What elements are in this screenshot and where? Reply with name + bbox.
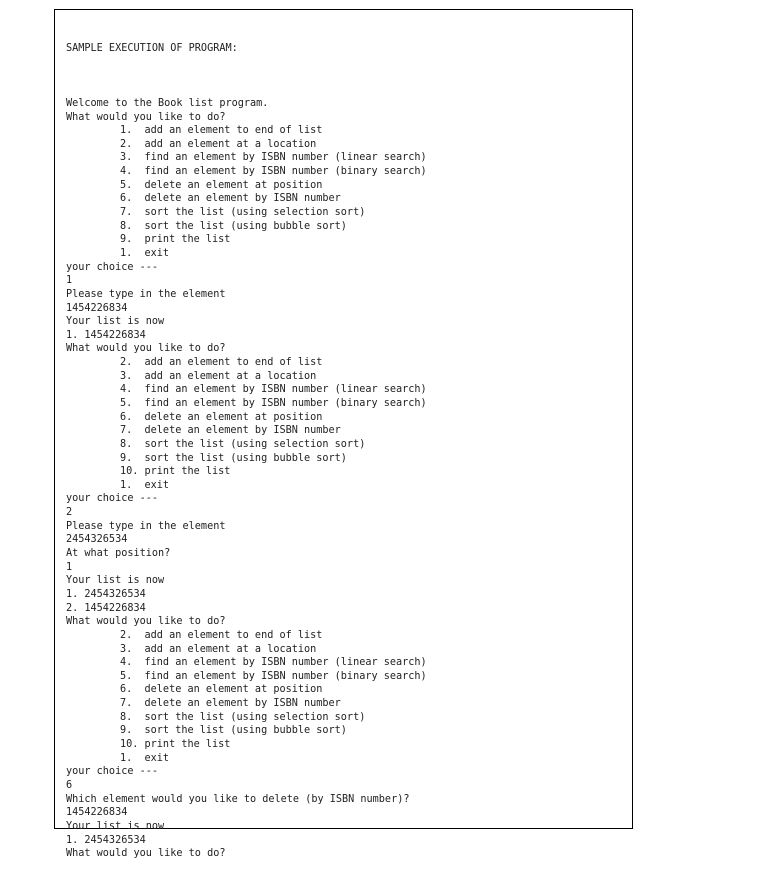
console-line: Your list is now: [66, 575, 165, 587]
console-line: 1: [66, 275, 73, 287]
console-line: 1. exit: [120, 479, 170, 491]
console-line: 2: [66, 507, 73, 519]
console-line: 1: [66, 561, 73, 573]
console-line: 2. 1454226834: [66, 602, 146, 614]
console-line: 5. find an element by ISBN number (binary search): [120, 398, 427, 409]
sample-execution-box: [54, 9, 633, 860]
console-line: Please type in the element: [66, 520, 226, 532]
console-line: 5. delete an element at position: [120, 179, 323, 191]
console-line: your choice ---: [66, 261, 159, 273]
console-line: 6. delete an element at position: [120, 411, 323, 423]
console-line: 9. print the list: [120, 234, 231, 246]
console-line: 6: [66, 779, 73, 791]
console-line: 7. delete an element by ISBN number: [120, 698, 341, 710]
console-line: 2. add an element at a location: [120, 138, 317, 150]
document-title: SAMPLE EXECUTION OF PROGRAM:: [66, 43, 238, 55]
console-line: 2. add an element to end of list: [120, 629, 323, 641]
console-line: 9. sort the list (using bubble sort): [120, 725, 347, 737]
console-line: 6. delete an element by ISBN number: [120, 193, 341, 205]
console-line: 2. add an element to end of list: [120, 357, 323, 369]
console-line: 1. 2454326534: [66, 588, 146, 600]
console-line: Welcome to the Book list program.: [66, 97, 269, 109]
console-line: 8. sort the list (using selection sort): [120, 438, 366, 450]
console-output: [66, 15, 427, 888]
console-line: your choice ---: [66, 766, 159, 778]
console-line: 5. find an element by ISBN number (binary search): [120, 670, 427, 682]
console-line: 10. print the list: [120, 739, 231, 751]
console-line: 2454326534: [66, 534, 128, 546]
console-line: Your list is now: [66, 316, 165, 328]
console-line: 7. delete an element by ISBN number: [120, 425, 341, 437]
console-line: What would you like to do?: [66, 111, 226, 123]
console-line: 1. 2454326534: [66, 834, 146, 846]
console-line: 1454226834: [66, 302, 128, 314]
console-line: At what position?: [66, 548, 171, 560]
console-line: 3. add an element at a location: [120, 370, 317, 382]
console-line: 1. exit: [120, 247, 170, 259]
console-line: 1. add an element to end of list: [120, 125, 323, 137]
console-line: Please type in the element: [66, 288, 226, 300]
console-line: 8. sort the list (using bubble sort): [120, 220, 347, 232]
console-line: 4. find an element by ISBN number (binary search): [120, 166, 427, 178]
console-line: What would you like to do?: [66, 848, 226, 860]
console-line: 3. find an element by ISBN number (linear search): [120, 152, 427, 164]
console-line: 1454226834: [66, 807, 128, 819]
console-line: What would you like to do?: [66, 343, 226, 355]
console-line: 10. print the list: [120, 466, 231, 478]
console-line: 1. exit: [120, 752, 170, 764]
console-lines: [66, 83, 427, 861]
console-line: 3. add an element at a location: [120, 643, 317, 655]
console-line: 4. find an element by ISBN number (linear search): [120, 657, 427, 669]
console-line: your choice ---: [66, 493, 159, 505]
console-line: 1. 1454226834: [66, 329, 146, 341]
console-line: 4. find an element by ISBN number (linear search): [120, 384, 427, 396]
console-line: What would you like to do?: [66, 616, 226, 628]
console-line: 8. sort the list (using selection sort): [120, 711, 366, 723]
console-line: Your list is now: [66, 820, 165, 832]
console-line: Which element would you like to delete (by ISBN number)?: [66, 793, 410, 805]
console-line: 7. sort the list (using selection sort): [120, 207, 366, 219]
console-line: 6. delete an element at position: [120, 684, 323, 696]
console-line: 9. sort the list (using bubble sort): [120, 452, 347, 464]
console-line: [66, 83, 427, 97]
